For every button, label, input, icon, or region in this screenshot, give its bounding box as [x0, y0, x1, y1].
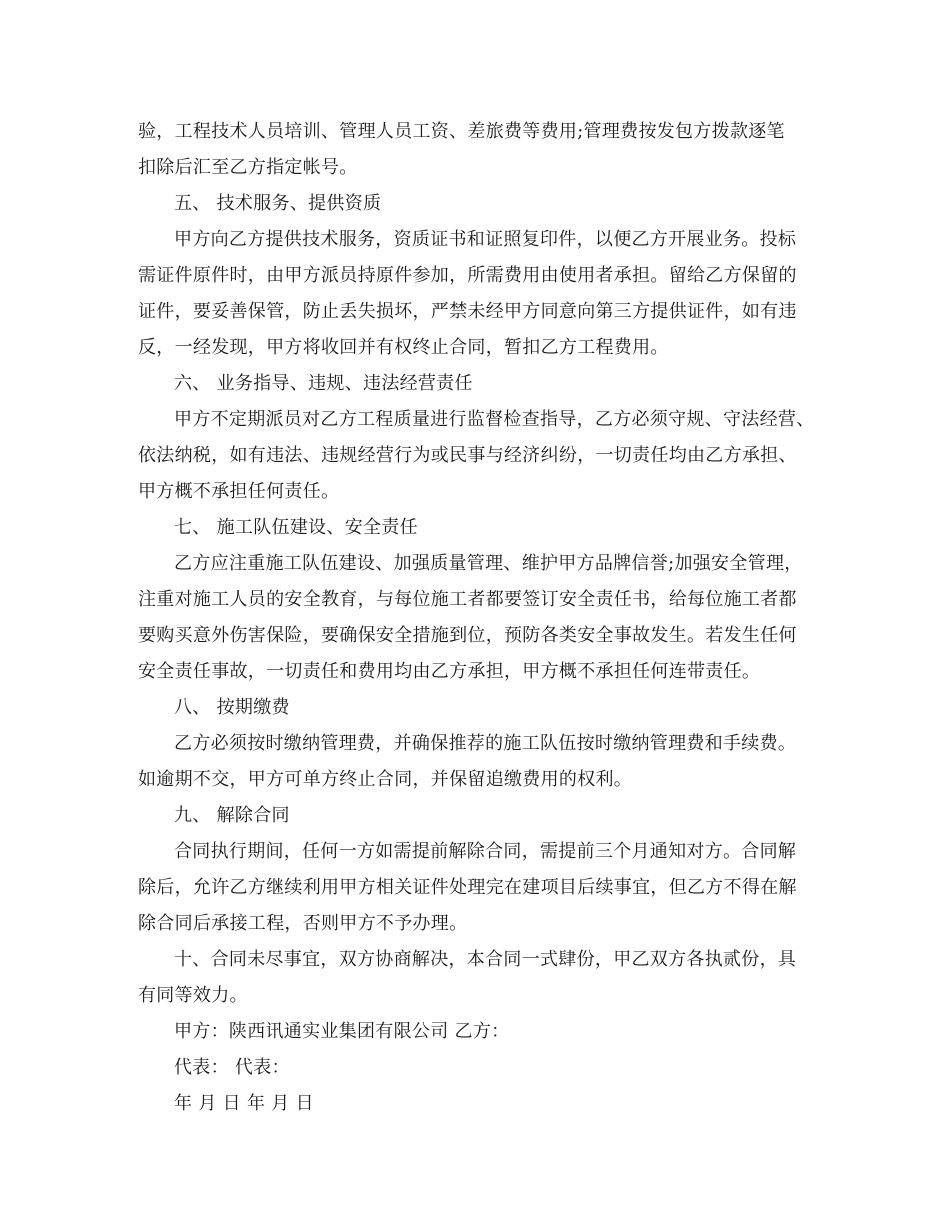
body-text-line: 扣除后汇至乙方指定帐号。	[138, 157, 358, 178]
body-text-line: 合同执行期间，任何一方如需提前解除合同，需提前三个月通知对方。合同解	[174, 841, 797, 862]
body-text-line: 除后，允许乙方继续利用甲方相关证件处理完在建项目后续事宜，但乙方不得在解	[138, 877, 797, 898]
body-text-line: 反，一经发现，甲方将收回并有权终止合同，暂扣乙方工程费用。	[138, 337, 669, 358]
body-text-line: 依法纳税，如有违法、违规经营行为或民事与经济纠纷，一切责任均由乙方承担、	[138, 445, 797, 466]
body-text-line: 需证件原件时，由甲方派员持原件参加，所需费用由使用者承担。留给乙方保留的	[138, 265, 797, 286]
signature-dates: 年 月 日 年 月 日	[174, 1093, 314, 1114]
body-text-line: 有同等效力。	[138, 985, 248, 1006]
section-heading-8: 八、 按期缴费	[174, 697, 290, 718]
section-heading-10: 十、合同未尽事宜，双方协商解决，本合同一式肆份，甲乙双方各执贰份，具	[174, 949, 797, 970]
signature-parties: 甲方：陕西讯通实业集团有限公司 乙方：	[174, 1021, 510, 1042]
section-heading-5: 五、 技术服务、提供资质	[174, 193, 382, 214]
body-text-line: 乙方必须按时缴纳管理费，并确保推荐的施工队伍按时缴纳管理费和手续费。	[174, 733, 797, 754]
body-text-line: 安全责任事故，一切责任和费用均由乙方承担，甲方概不承担任何连带责任。	[138, 661, 761, 682]
section-heading-7: 七、 施工队伍建设、安全责任	[174, 517, 418, 538]
signature-representatives: 代表： 代表：	[174, 1057, 290, 1078]
body-text-line: 如逾期不交，甲方可单方终止合同，并保留追缴费用的权利。	[138, 769, 633, 790]
section-heading-9: 九、 解除合同	[174, 805, 290, 826]
body-text-line: 注重对施工人员的安全教育，与每位施工者都要签订安全责任书，给每位施工者都	[138, 589, 797, 610]
body-text-line: 验，工程技术人员培训、管理人员工资、差旅费等费用;管理费按发包方拨款逐笔	[138, 121, 785, 142]
body-text-line: 除合同后承接工程，否则甲方不予办理。	[138, 913, 468, 934]
body-text-line: 证件，要妥善保管，防止丢失损坏，严禁未经甲方同意向第三方提供证件，如有违	[138, 301, 797, 322]
body-text-line: 甲方不定期派员对乙方工程质量进行监督检查指导，乙方必须守规、守法经营、	[174, 409, 815, 430]
body-text-line: 甲方向乙方提供技术服务，资质证书和证照复印件，以便乙方开展业务。投标	[174, 229, 797, 250]
section-heading-6: 六、 业务指导、违规、违法经营责任	[174, 373, 473, 394]
body-text-line: 要购买意外伤害保险，要确保安全措施到位，预防各类安全事故发生。若发生任何	[138, 625, 797, 646]
body-text-line: 甲方概不承担任何责任。	[138, 481, 340, 502]
body-text-line: 乙方应注重施工队伍建设、加强质量管理、维护甲方品牌信誉;加强安全管理，	[174, 553, 803, 574]
